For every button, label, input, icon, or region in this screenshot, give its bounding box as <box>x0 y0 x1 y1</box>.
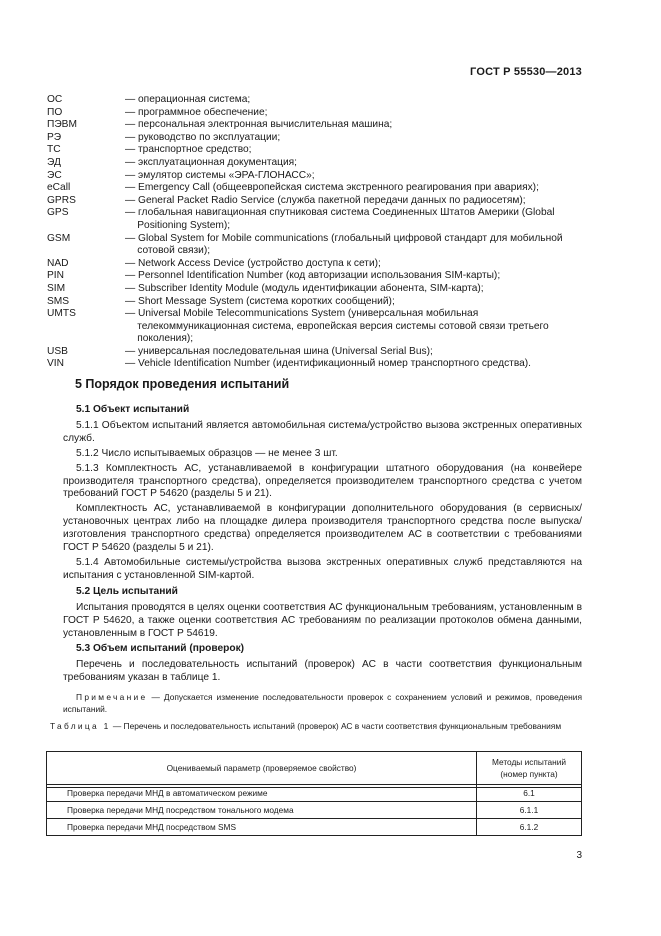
abbreviation-row <box>47 296 582 309</box>
abbreviation-term: ТС <box>47 144 61 156</box>
page-number: 3 <box>576 850 582 861</box>
abbreviation-row <box>47 233 582 258</box>
table-cell-param: Проверка передачи МНД посредством тонального модема <box>47 802 477 819</box>
paragraph: 5.1.3 Комплектность АС, устанавливаемой в конфигурации штатного оборудования (на конвейере производителя транспортного средства), определяется производителем транспортного средства с учетом требований ГОСТ Р 54620 (разделы 5 и 21). <box>63 462 582 500</box>
table-cell-method: 6.1 <box>477 785 582 802</box>
abbreviation-definition: — General Packet Radio Service (служба пакетной передачи данных по радиосетям); <box>125 194 526 206</box>
subsection-heading: 5.2 Цель испытаний <box>76 585 178 597</box>
abbreviation-definition: — глобальная навигационная спутниковая система Соединенных Штатов Америки (Global Positioning System); <box>125 207 555 231</box>
table-cell-method: 6.1.2 <box>477 819 582 836</box>
abbreviation-definition: — транспортное средство; <box>125 144 252 156</box>
table-cell-method: 6.1.1 <box>477 802 582 819</box>
paragraph: Перечень и последовательность испытаний (проверок) АС в части соответствия функциональным требованиям указан в таблице 1. <box>63 659 582 684</box>
paragraph: 5.1.2 Число испытываемых образцов — не менее 3 шт. <box>76 447 338 459</box>
abbreviation-term: SMS <box>47 295 70 307</box>
test-table <box>46 751 582 836</box>
table-row <box>47 802 582 819</box>
paragraph: 5.1.4 Автомобильные системы/устройства вызова экстренных оперативных служб представляются на испытания с установленной SIM-картой. <box>63 556 582 581</box>
abbreviation-row <box>47 157 582 170</box>
abbreviation-term: GPS <box>47 207 69 219</box>
abbreviation-definition: — Personnel Identification Number (код авторизации использования SIM-карты); <box>125 270 501 282</box>
subsection-heading: 5.3 Объем испытаний (проверок) <box>76 643 245 655</box>
section-body <box>50 404 582 732</box>
abbreviation-term: SIM <box>47 282 66 294</box>
abbreviation-definition: — операционная система; <box>125 94 251 105</box>
table-label: Таблица 1 <box>50 721 111 732</box>
abbreviation-term: ЭД <box>47 156 61 168</box>
abbreviation-row <box>47 119 582 132</box>
paragraph: Комплектность АС, устанавливаемой в конфигурации дополнительного оборудования (в сервисных/установочных центрах либо на площадке дилера производителя транспортного средства после выпуска/изготовления транспортного средства) определяется производителем АС в соответствии с требованиями ГОСТ Р 54620 (разделы 5 и 21). <box>63 503 582 554</box>
abbreviation-row <box>47 195 582 208</box>
table-cell-param: Проверка передачи МНД посредством SMS <box>47 819 477 836</box>
abbreviation-row <box>47 207 582 232</box>
section-heading: 5 Порядок проведения испытаний <box>75 377 290 391</box>
abbreviation-definition: — Universal Mobile Telecommunications System (универсальная мобильная телекоммуникационная система, европейская версия системы сотовой связи третьего поколения); <box>125 308 549 345</box>
document-header: ГОСТ Р 55530—2013 <box>470 66 582 78</box>
abbreviation-row <box>47 283 582 296</box>
abbreviation-definition: — Subscriber Identity Module (модуль идентификации абонента, SIM-карта); <box>125 282 484 294</box>
abbreviation-row <box>47 182 582 195</box>
note-label: Примечание <box>76 692 148 703</box>
abbreviation-row <box>47 308 582 346</box>
abbreviation-definition: — Global System for Mobile communications (глобальный цифровой стандарт для мобильной сотовой связи); <box>125 232 563 257</box>
table-header-row <box>47 752 582 785</box>
table-header-method: Методы испытаний (номер пункта) <box>477 752 582 785</box>
abbreviation-term: UMTS <box>47 308 76 320</box>
abbreviation-term: ЭС <box>47 169 62 181</box>
abbreviation-definition: — универсальная последовательная шина (Universal Serial Bus); <box>125 345 433 357</box>
abbreviation-term: NAD <box>47 257 69 269</box>
abbreviation-term: VIN <box>47 358 64 370</box>
abbreviation-row <box>47 358 582 371</box>
abbreviation-term: eCall <box>47 182 71 194</box>
subsection-heading: 5.1 Объект испытаний <box>76 404 190 415</box>
table-cell-param: Проверка передачи МНД в автоматическом режиме <box>47 785 477 802</box>
abbreviation-term: GSM <box>47 232 71 244</box>
abbreviation-row <box>47 94 582 107</box>
abbreviation-definition: — персональная электронная вычислительная машина; <box>125 119 393 131</box>
abbreviation-row <box>47 144 582 157</box>
abbreviation-term: ОС <box>47 94 63 105</box>
abbreviation-row <box>47 346 582 359</box>
table-header-double-rule <box>46 784 582 788</box>
abbreviation-term: ПО <box>47 106 63 118</box>
abbreviation-definition: — эмулятор системы «ЭРА-ГЛОНАСС»; <box>125 169 315 181</box>
abbreviation-row <box>47 270 582 283</box>
abbreviation-row <box>47 170 582 183</box>
note <box>63 691 582 715</box>
paragraph: 5.1.1 Объектом испытаний является автомобильная система/устройство вызова экстренных оперативных служб. <box>63 419 582 444</box>
abbreviation-term: USB <box>47 345 68 357</box>
abbreviation-term: PIN <box>47 270 64 282</box>
abbreviation-term: ПЭВМ <box>47 119 77 131</box>
paragraph: Испытания проводятся в целях оценки соответствия АС функциональным требованиям, установленным в ГОСТ Р 54620, а также оценки соответствия АС требованиям по реализации протоколов обмена данными, установленным в ГОСТ Р 54619. <box>63 601 582 639</box>
table-header-param: Оцениваемый параметр (проверяемое свойство) <box>47 752 477 785</box>
table-caption <box>50 721 582 732</box>
table-caption-text: — Перечень и последовательность испытаний (проверок) АС в части соответствия функциональным требованиям <box>110 721 562 732</box>
abbreviation-row <box>47 132 582 145</box>
abbreviation-definition: — руководство по эксплуатации; <box>125 131 281 143</box>
abbreviation-list <box>47 94 582 371</box>
abbreviation-definition: — Network Access Device (устройство доступа к сети); <box>125 257 381 269</box>
abbreviation-term: РЭ <box>47 131 62 143</box>
abbreviation-definition: — Vehicle Identification Number (идентификационный номер транспортного средства). <box>125 358 532 370</box>
abbreviation-definition: — программное обеспечение; <box>125 106 268 118</box>
abbreviation-row <box>47 258 582 271</box>
abbreviation-definition: — эксплуатационная документация; <box>125 156 297 168</box>
table-row <box>47 819 582 836</box>
abbreviation-term: GPRS <box>47 194 76 206</box>
abbreviation-row <box>47 107 582 120</box>
abbreviation-definition: — Emergency Call (общеевропейская система экстренного реагирования при авариях); <box>125 182 539 194</box>
abbreviation-definition: — Short Message System (система коротких сообщений); <box>125 295 395 307</box>
note-text: — Допускается изменение последовательности проверок с сохранением условий и режимов, проведения испытаний. <box>63 692 582 715</box>
